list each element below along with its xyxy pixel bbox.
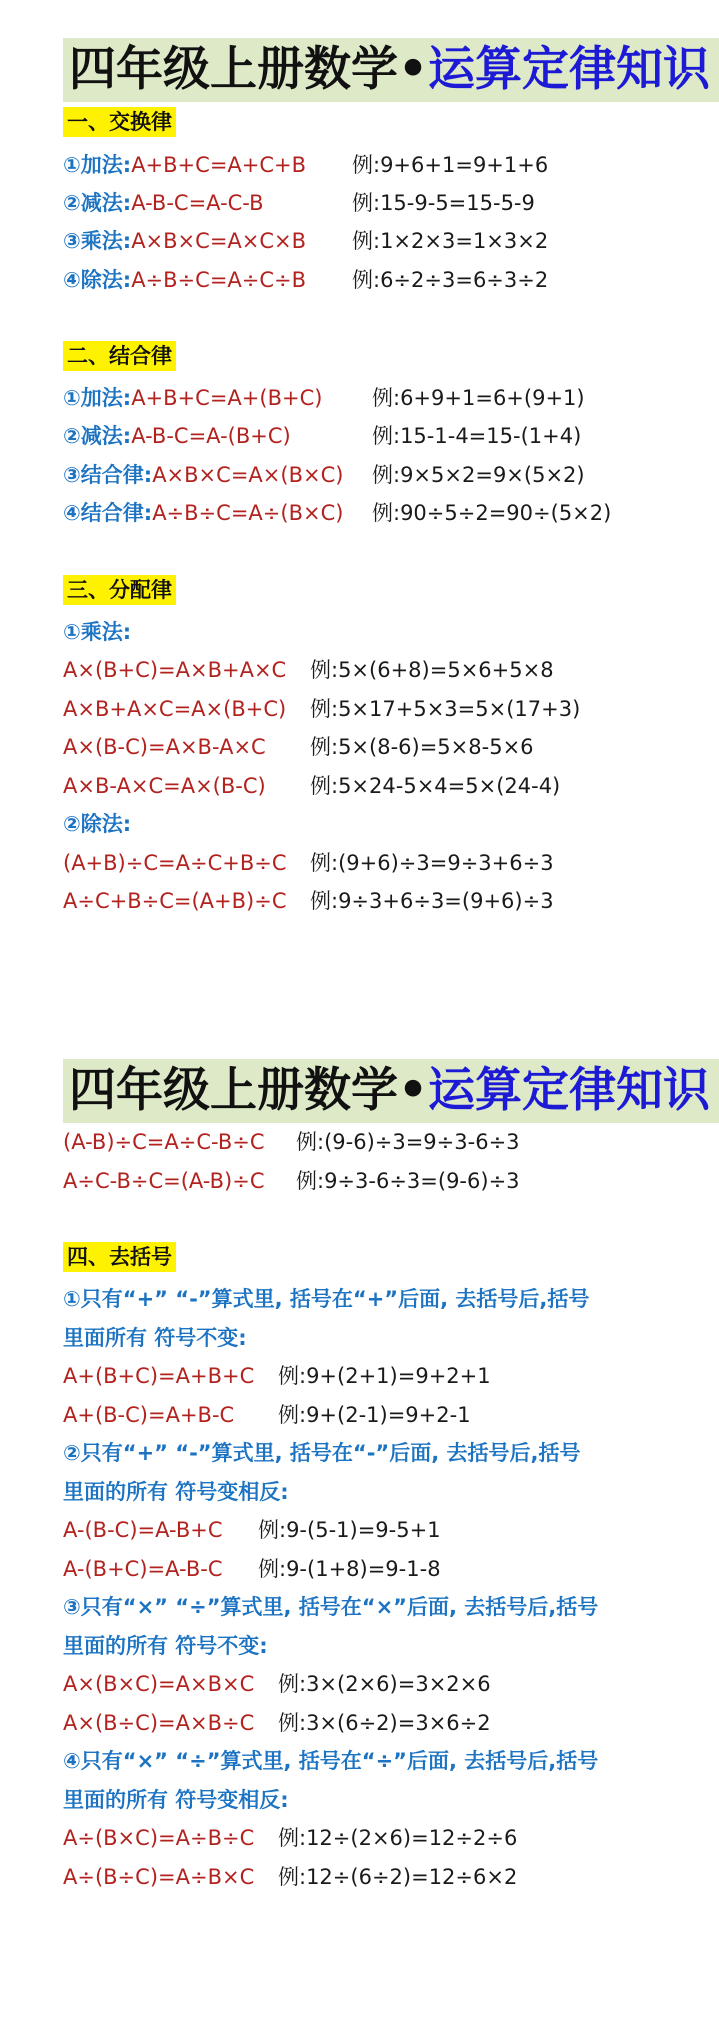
row-example: 例:5×(6+8)=5×6+5×8 — [310, 658, 554, 682]
row-formula: A×B×C=A×(B×C) — [152, 463, 344, 487]
section-heading-parentheses: 四、去括号 — [63, 1242, 176, 1272]
page-title-2 — [63, 1059, 719, 1123]
rule-text: ③只有“×” “÷”算式里, 括号在“×”后面, 去括号后,括号 — [63, 1595, 599, 1619]
row-label: ①加法: — [63, 153, 132, 177]
associative-row — [63, 498, 343, 528]
row-example: 例:6+9+1=6+(9+1) — [372, 386, 585, 410]
row-example: 例:12÷(2×6)=12÷2÷6 — [278, 1826, 518, 1850]
division-label: ②除法: — [63, 812, 132, 836]
rule-text: ④只有“×” “÷”算式里, 括号在“÷”后面, 去括号后,括号 — [63, 1749, 599, 1773]
row-example: 例:9-(5-1)=9-5+1 — [258, 1518, 441, 1542]
rule-text: 里面的所有 符号不变: — [63, 1634, 268, 1658]
row-formula: A-(B-C)=A-B+C — [63, 1518, 223, 1542]
rule-text: 里面的所有 符号变相反: — [63, 1788, 289, 1812]
row-example: 例:(9+6)÷3=9÷3+6÷3 — [310, 851, 554, 875]
commutative-row — [63, 265, 306, 295]
multiplication-label: ①乘法: — [63, 620, 132, 644]
associative-row — [63, 421, 291, 451]
row-formula: A×(B÷C)=A×B÷C — [63, 1711, 255, 1735]
row-example: 例:9÷3-6÷3=(9-6)÷3 — [296, 1169, 520, 1193]
row-example: 例:15-9-5=15-5-9 — [352, 191, 535, 215]
row-formula: A÷B÷C=A÷(B×C) — [152, 501, 344, 525]
row-formula: A×B+A×C=A×(B+C) — [63, 697, 287, 721]
row-formula: A+(B-C)=A+B-C — [63, 1403, 235, 1427]
row-formula: A+(B+C)=A+B+C — [63, 1364, 255, 1388]
commutative-row — [63, 226, 306, 256]
section-heading-distributive: 三、分配律 — [63, 575, 176, 605]
section-heading-associative: 二、结合律 — [63, 341, 176, 371]
title-topic: 运算定律知识 — [428, 1063, 711, 1118]
page-title — [63, 38, 719, 102]
row-formula: (A+B)÷C=A÷C+B÷C — [63, 851, 287, 875]
rule-text: ②只有“+” “-”算式里, 括号在“-”后面, 去括号后,括号 — [63, 1441, 581, 1465]
row-formula: A÷(B×C)=A÷B÷C — [63, 1826, 255, 1850]
row-example: 例:90÷5÷2=90÷(5×2) — [372, 501, 612, 525]
row-example: 例:3×(6÷2)=3×6÷2 — [278, 1711, 491, 1735]
row-example: 例:9+(2+1)=9+2+1 — [278, 1364, 491, 1388]
row-example: 例:12÷(6÷2)=12÷6×2 — [278, 1865, 518, 1889]
commutative-row — [63, 188, 264, 218]
row-formula: A-B-C=A-(B+C) — [131, 424, 291, 448]
row-label: ④除法: — [63, 268, 132, 292]
row-formula: A×(B-C)=A×B-A×C — [63, 735, 266, 759]
row-label: ②减法: — [63, 191, 132, 215]
row-formula: A÷C-B÷C=(A-B)÷C — [63, 1169, 265, 1193]
row-formula: A÷C+B÷C=(A+B)÷C — [63, 889, 287, 913]
title-topic: 运算定律知识 — [428, 42, 711, 97]
row-label: ③结合律: — [63, 463, 153, 487]
row-example: 例:6÷2÷3=6÷3÷2 — [352, 268, 549, 292]
row-formula: A×B×C=A×C×B — [131, 229, 307, 253]
row-example: 例:9+(2-1)=9+2-1 — [278, 1403, 471, 1427]
row-label: ③乘法: — [63, 229, 132, 253]
row-example: 例:1×2×3=1×3×2 — [352, 229, 549, 253]
row-example: 例:9-(1+8)=9-1-8 — [258, 1557, 441, 1581]
row-formula: A×B-A×C=A×(B-C) — [63, 774, 266, 798]
row-example: 例:9÷3+6÷3=(9+6)÷3 — [310, 889, 554, 913]
row-formula: A+B+C=A+C+B — [131, 153, 307, 177]
title-main: 四年级上册数学• — [69, 1063, 429, 1118]
rule-text: ①只有“+” “-”算式里, 括号在“+”后面, 去括号后,括号 — [63, 1287, 590, 1311]
row-formula: A+B+C=A+(B+C) — [131, 386, 323, 410]
row-formula: A-B-C=A-C-B — [131, 191, 264, 215]
row-example: 例:5×24-5×4=5×(24-4) — [310, 774, 561, 798]
row-label: ①加法: — [63, 386, 132, 410]
row-formula: (A-B)÷C=A÷C-B÷C — [63, 1130, 265, 1154]
section-heading-commutative: 一、交换律 — [63, 107, 176, 137]
row-example: 例:5×17+5×3=5×(17+3) — [310, 697, 581, 721]
row-example: 例:9×5×2=9×(5×2) — [372, 463, 585, 487]
row-formula: A×(B×C)=A×B×C — [63, 1672, 255, 1696]
row-example: 例:(9-6)÷3=9÷3-6÷3 — [296, 1130, 520, 1154]
rule-text: 里面所有 符号不变: — [63, 1326, 247, 1350]
row-formula: A÷B÷C=A÷C÷B — [131, 268, 307, 292]
associative-row — [63, 460, 343, 490]
row-example: 例:5×(8-6)=5×8-5×6 — [310, 735, 534, 759]
row-formula: A-(B+C)=A-B-C — [63, 1557, 223, 1581]
row-label: ④结合律: — [63, 501, 153, 525]
row-example: 例:9+6+1=9+1+6 — [352, 153, 549, 177]
row-example: 例:15-1-4=15-(1+4) — [372, 424, 582, 448]
row-formula: A÷(B÷C)=A÷B×C — [63, 1865, 255, 1889]
title-main: 四年级上册数学• — [69, 42, 429, 97]
row-label: ②减法: — [63, 424, 132, 448]
row-formula: A×(B+C)=A×B+A×C — [63, 658, 287, 682]
row-example: 例:3×(2×6)=3×2×6 — [278, 1672, 491, 1696]
associative-row — [63, 383, 322, 413]
rule-text: 里面的所有 符号变相反: — [63, 1480, 289, 1504]
commutative-row — [63, 150, 306, 180]
